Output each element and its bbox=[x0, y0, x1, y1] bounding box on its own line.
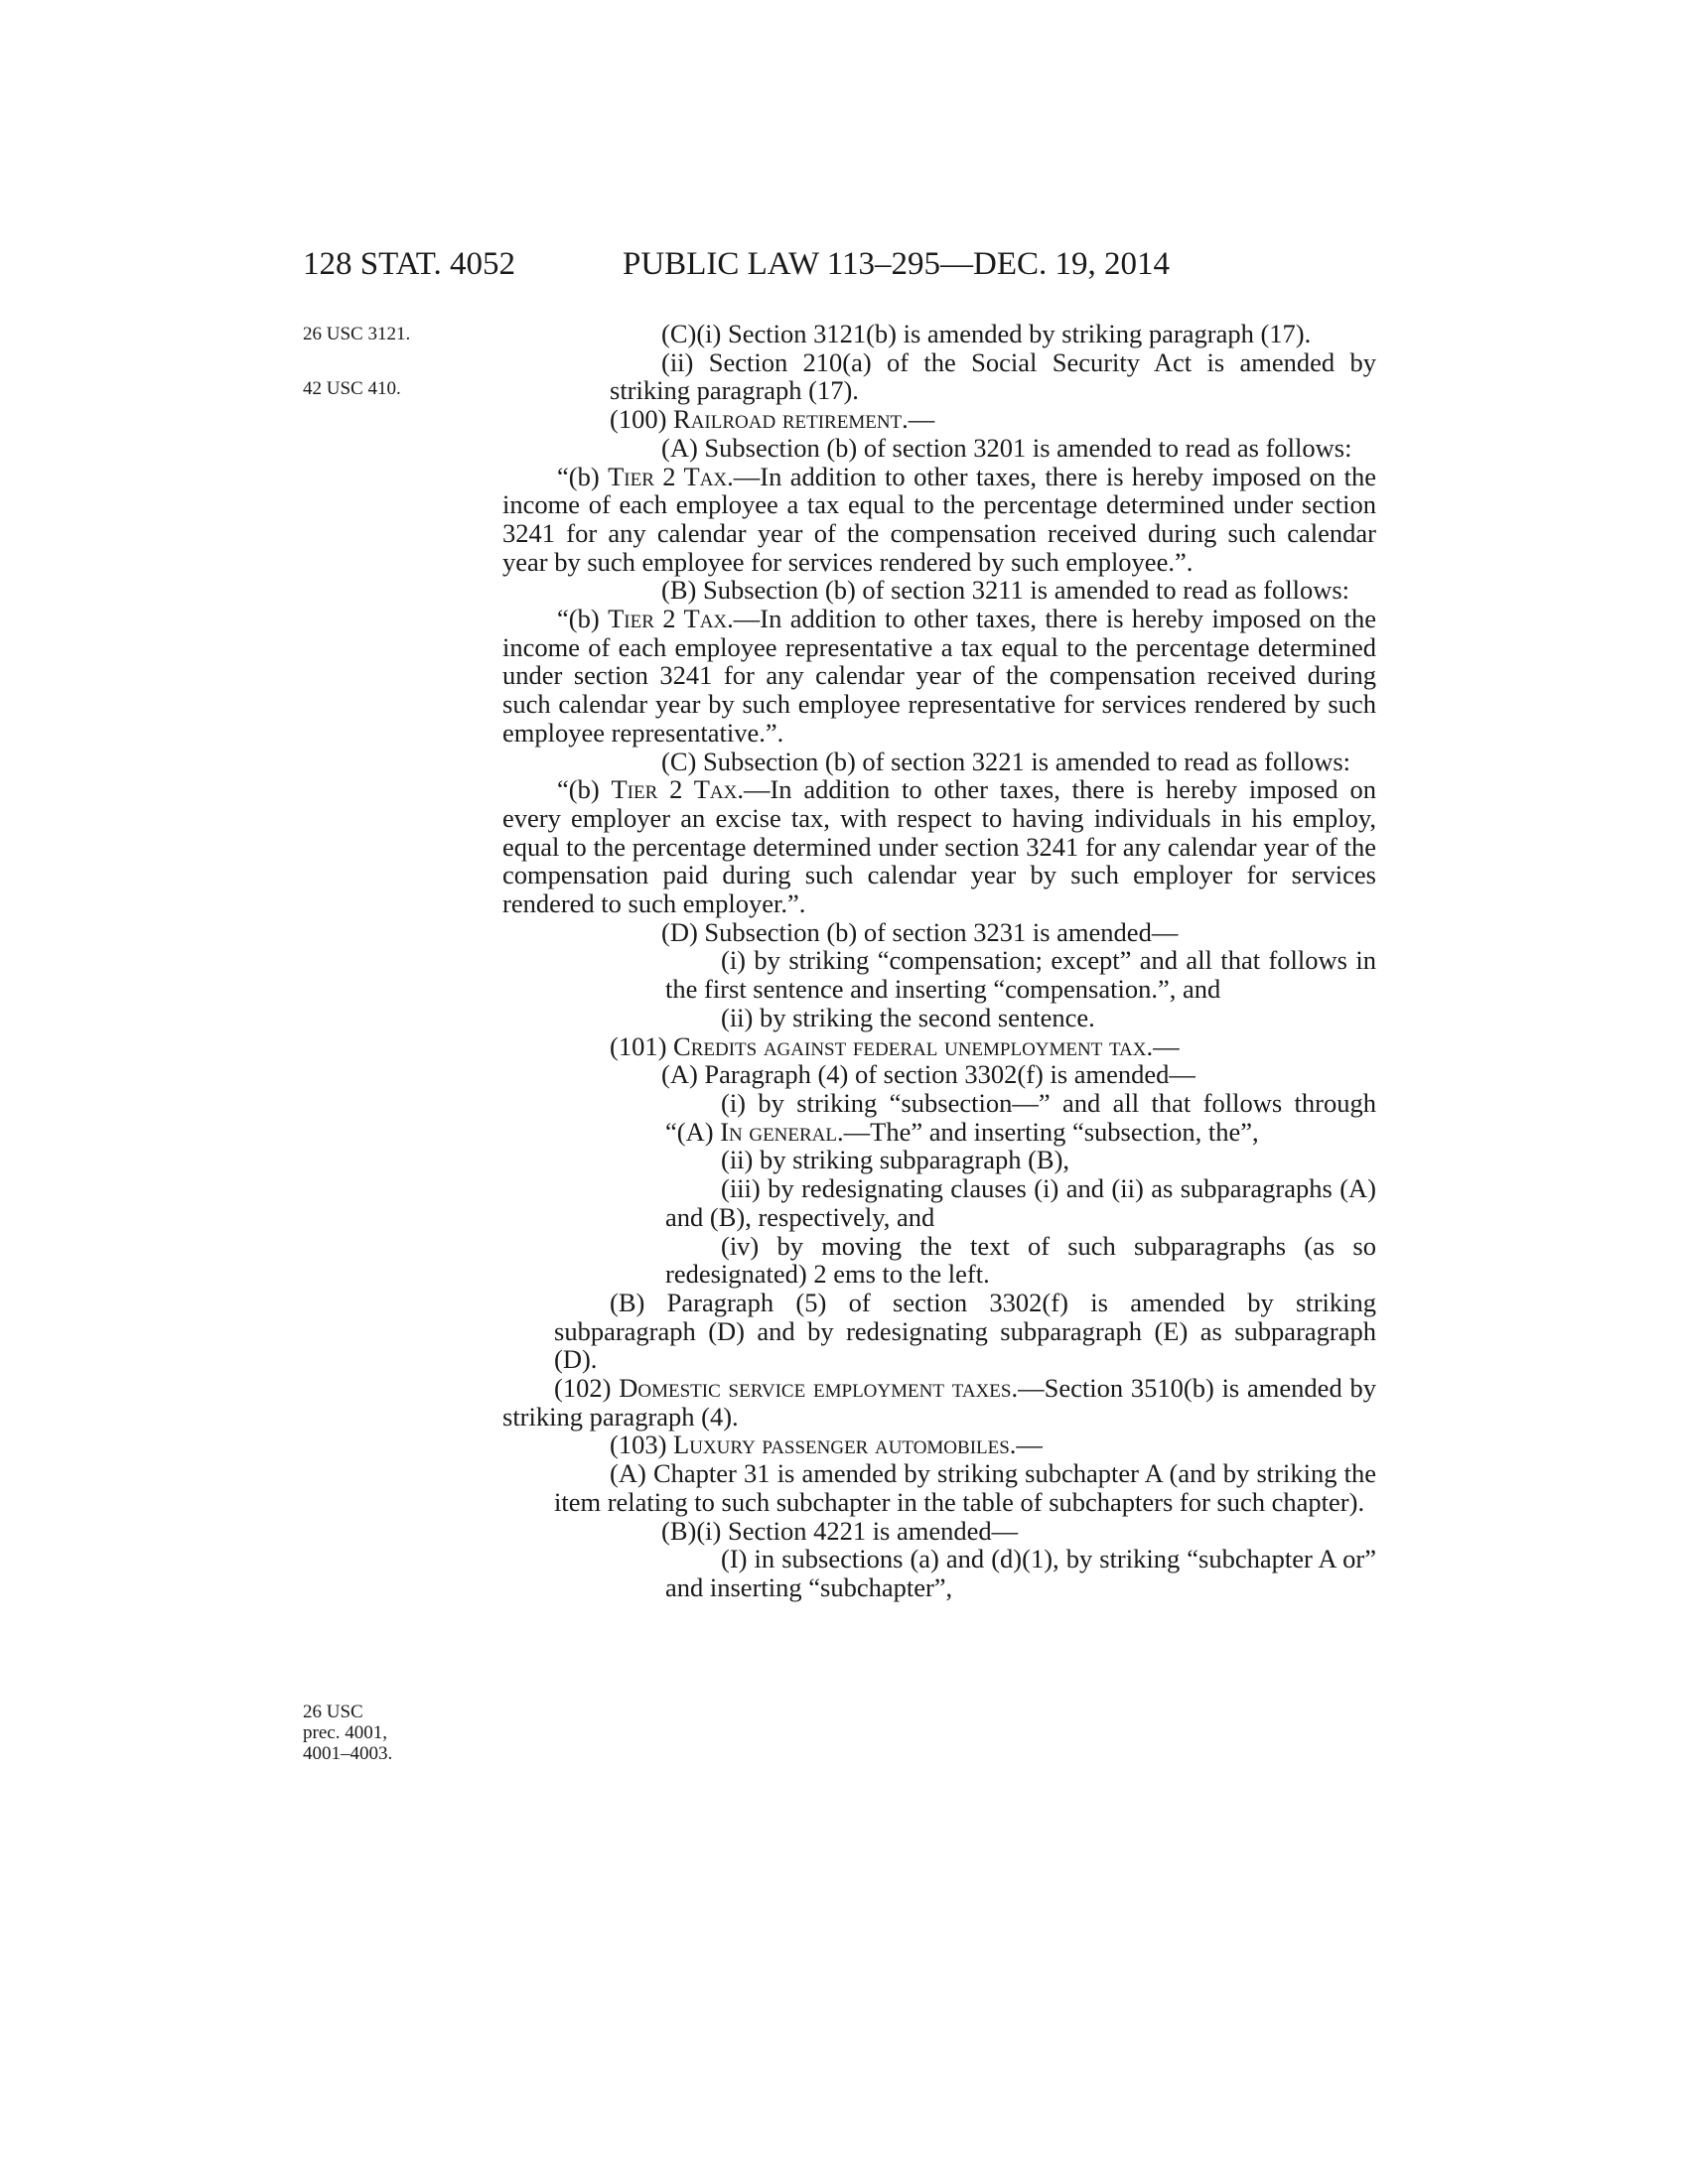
section-title: Railroad retirement.— bbox=[673, 404, 935, 435]
section-number: (102) bbox=[554, 1373, 612, 1404]
quote-text: —In addition to other taxes, there is hereby imposed on the income of each employee representative a tax equal to the percentage determined under section 3241 for any calendar year of the compensation received during such calendar year by such employee representative for services rendered by such employee representative.”. bbox=[502, 604, 1376, 748]
section-number: (101) bbox=[610, 1030, 667, 1061]
quote-heading: Tier 2 Tax. bbox=[608, 604, 734, 634]
quote-text: —In addition to other taxes, there is hereby imposed on every employer an excise tax, with respect to having individuals in his employ, equal to the percentage determined under section 3241 for any calendar year of the compensation paid during such calendar year by such employer for services rendered to such employer.”. bbox=[502, 774, 1376, 919]
section-heading bbox=[502, 1431, 1376, 1459]
clause: (ii) by striking subparagraph (B), bbox=[721, 1145, 1070, 1175]
margin-note-line: prec. 4001, bbox=[303, 1722, 387, 1743]
clause-text: —The” and inserting “subsection, the”, bbox=[843, 1116, 1259, 1147]
quote-lead: “(b) bbox=[557, 461, 609, 491]
margin-note-26-usc-4001 bbox=[303, 1702, 462, 1764]
paragraph: (C) Subsection (b) of section 3221 is amended to read as follows: bbox=[661, 746, 1351, 776]
clause: (i) by striking “compensation; except” and all that follows in the first sentence and inserting “compensation.”, and bbox=[665, 945, 1376, 1005]
paragraph: (C)(i) Section 3121(b) is amended by striking paragraph (17). bbox=[661, 319, 1312, 348]
margin-note-line: 26 USC bbox=[303, 1702, 363, 1722]
page-header bbox=[303, 246, 1375, 286]
clause: (I) in subsections (a) and (d)(1), by striking “subchapter A or” and inserting “subchapter”, bbox=[665, 1544, 1376, 1602]
clause: (iii) by redesignating clauses (i) and (ii) as subparagraphs (A) and (B), respectively, and bbox=[665, 1173, 1376, 1232]
clause: (iv) by moving the text of such subparagraphs (as so redesignated) 2 ems to the left. bbox=[665, 1230, 1376, 1290]
clause-text: (i) by striking “subsection—” and all that follows through “(A) bbox=[665, 1087, 1376, 1147]
paragraph: (A) Paragraph (4) of section 3302(f) is amended— bbox=[661, 1059, 1196, 1090]
section-title: Domestic service employment taxes. bbox=[619, 1373, 1019, 1404]
section-number: (103) bbox=[610, 1430, 667, 1460]
quoted-paragraph bbox=[502, 775, 1376, 918]
statute-page-number: 128 STAT. 4052 bbox=[303, 246, 516, 282]
paragraph: (B)(i) Section 4221 is amended— bbox=[661, 1515, 1019, 1546]
quoted-paragraph bbox=[502, 605, 1376, 748]
paragraph: (D) Subsection (b) of section 3231 is amended— bbox=[661, 916, 1179, 947]
body-text bbox=[502, 320, 1376, 1602]
margin-note-line: 4001–4003. bbox=[303, 1743, 393, 1764]
section-title: Credits against federal unemployment tax.— bbox=[673, 1030, 1180, 1061]
clause: (ii) by striking the second sentence. bbox=[721, 1002, 1095, 1032]
paragraph: (ii) Section 210(a) of the Social Security Act is amended by striking paragraph (17). bbox=[610, 346, 1376, 406]
section-heading bbox=[502, 405, 1376, 434]
section-heading bbox=[502, 1374, 1376, 1431]
quote-heading: Tier 2 Tax. bbox=[611, 774, 744, 805]
clause-heading: In general. bbox=[720, 1116, 844, 1147]
section-number: (100) bbox=[610, 404, 667, 435]
clause bbox=[502, 1089, 1376, 1146]
paragraph: (A) Chapter 31 is amended by striking subchapter A (and by striking the item relating to such subchapter in the table of subchapters for such chapter). bbox=[554, 1458, 1376, 1517]
margin-note-26-usc-3121: 26 USC 3121. bbox=[303, 324, 411, 344]
paragraph: (A) Subsection (b) of section 3201 is amended to read as follows: bbox=[661, 432, 1352, 463]
quoted-paragraph bbox=[502, 463, 1376, 577]
section-heading bbox=[502, 1032, 1376, 1061]
quote-text: —In addition to other taxes, there is hereby imposed on the income of each employee a tax equal to the percentage determined under section 3241 for any calendar year of the compensation received during such calendar year by such employee for services rendered by such employee.”. bbox=[502, 461, 1376, 577]
margin-note-42-usc-410: 42 USC 410. bbox=[303, 378, 401, 399]
paragraph: (B) Subsection (b) of section 3211 is amended to read as follows: bbox=[661, 575, 1350, 606]
paragraph: (B) Paragraph (5) of section 3302(f) is amended by striking subparagraph (D) and by redesignating subparagraph (E) as subparagraph (D). bbox=[554, 1287, 1376, 1375]
quote-lead: “(b) bbox=[557, 604, 609, 634]
quote-heading: Tier 2 Tax. bbox=[608, 461, 734, 491]
section-text: —Section 3510(b) is amended by striking paragraph (4). bbox=[502, 1373, 1376, 1432]
quote-lead: “(b) bbox=[557, 774, 612, 805]
public-law-title: PUBLIC LAW 113–295—DEC. 19, 2014 bbox=[623, 246, 1171, 282]
section-title: Luxury passenger automobiles.— bbox=[673, 1430, 1043, 1460]
